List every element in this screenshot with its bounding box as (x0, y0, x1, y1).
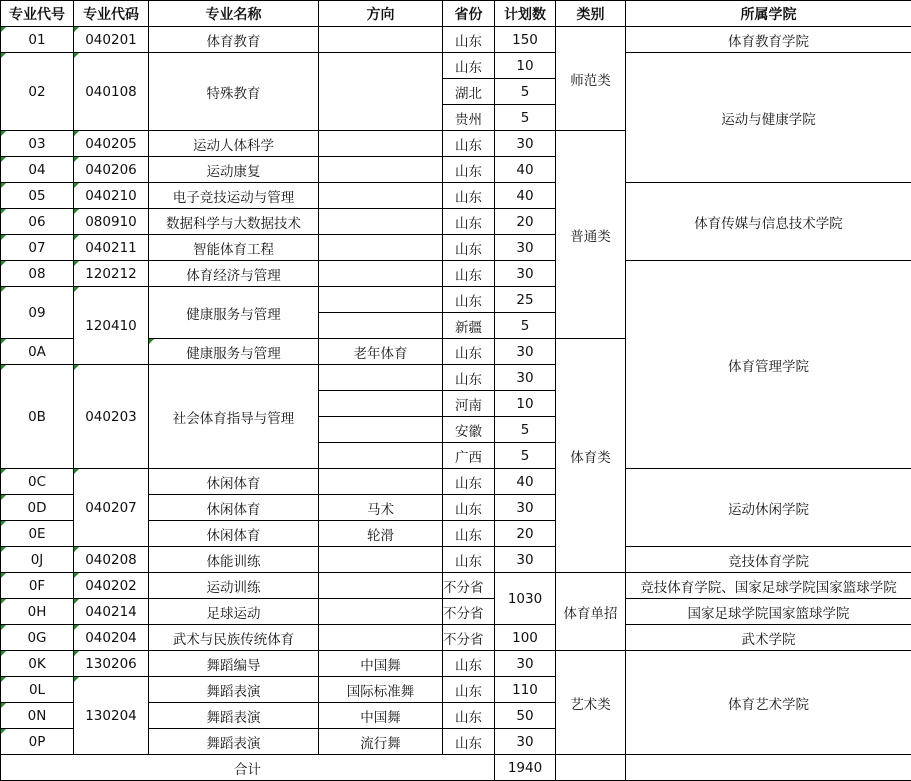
row-name: 智能体育工程 (149, 235, 319, 261)
row-province: 山东 (443, 131, 495, 157)
row-name: 舞蹈编导 (149, 651, 319, 677)
row-direction (319, 365, 443, 391)
category-cell: 师范类 (556, 27, 626, 131)
row-name: 休闲体育 (149, 469, 319, 495)
row-direction (319, 157, 443, 183)
row-id: 0P (1, 729, 74, 755)
row-code: 130204 (74, 677, 149, 755)
row-direction (319, 599, 443, 625)
row-direction (319, 183, 443, 209)
row-count: 10 (495, 53, 556, 79)
row-province: 安徽 (443, 417, 495, 443)
row-name: 运动人体科学 (149, 131, 319, 157)
row-count: 5 (495, 105, 556, 131)
row-id: 01 (1, 27, 74, 53)
row-direction: 中国舞 (319, 651, 443, 677)
row-count: 20 (495, 521, 556, 547)
row-id: 02 (1, 53, 74, 131)
table-row (1, 469, 911, 495)
row-code: 040204 (74, 625, 149, 651)
row-direction (319, 27, 443, 53)
row-count: 25 (495, 287, 556, 313)
row-count: 1030 (495, 573, 556, 625)
row-code: 040208 (74, 547, 149, 573)
row-count: 100 (495, 625, 556, 651)
row-id: 0B (1, 365, 74, 469)
category-cell: 普通类 (556, 131, 626, 339)
row-name: 社会体育指导与管理 (149, 365, 319, 469)
row-direction: 国际标准舞 (319, 677, 443, 703)
row-name: 运动训练 (149, 573, 319, 599)
row-province: 湖北 (443, 79, 495, 105)
row-code: 040108 (74, 53, 149, 131)
row-province: 山东 (443, 677, 495, 703)
row-count: 110 (495, 677, 556, 703)
table-row (1, 261, 911, 287)
row-province: 新疆 (443, 313, 495, 339)
row-count: 5 (495, 443, 556, 469)
header-direction: 方向 (319, 1, 443, 27)
row-id: 08 (1, 261, 74, 287)
row-name: 特殊教育 (149, 53, 319, 131)
row-name: 体育教育 (149, 27, 319, 53)
category-cell: 艺术类 (556, 651, 626, 755)
row-direction (319, 391, 443, 417)
row-direction (319, 53, 443, 131)
row-name: 电子竞技运动与管理 (149, 183, 319, 209)
row-name: 体能训练 (149, 547, 319, 573)
row-province: 山东 (443, 365, 495, 391)
row-code: 040202 (74, 573, 149, 599)
college-cell: 体育管理学院 (626, 261, 911, 469)
row-count: 10 (495, 391, 556, 417)
header-name: 专业名称 (149, 1, 319, 27)
row-province: 山东 (443, 729, 495, 755)
row-code: 040210 (74, 183, 149, 209)
row-code: 040207 (74, 469, 149, 547)
row-direction (319, 261, 443, 287)
row-id: 09 (1, 287, 74, 339)
row-count: 40 (495, 469, 556, 495)
row-id: 0H (1, 599, 74, 625)
row-province: 山东 (443, 651, 495, 677)
row-name: 数据科学与大数据技术 (149, 209, 319, 235)
header-count: 计划数 (495, 1, 556, 27)
row-code: 040214 (74, 599, 149, 625)
row-direction (319, 443, 443, 469)
row-name: 休闲体育 (149, 521, 319, 547)
table-row (1, 547, 911, 573)
row-name: 体育经济与管理 (149, 261, 319, 287)
row-province: 山东 (443, 53, 495, 79)
row-code: 120212 (74, 261, 149, 287)
row-direction (319, 235, 443, 261)
row-code: 040201 (74, 27, 149, 53)
table-row (1, 183, 911, 209)
row-count: 30 (495, 261, 556, 287)
college-cell: 竞技体育学院、国家足球学院国家篮球学院 (626, 573, 911, 599)
row-id: 07 (1, 235, 74, 261)
table-row (1, 599, 911, 625)
row-province: 山东 (443, 209, 495, 235)
row-code: 040206 (74, 157, 149, 183)
college-cell: 体育教育学院 (626, 27, 911, 53)
row-name: 健康服务与管理 (149, 287, 319, 339)
row-count: 30 (495, 495, 556, 521)
row-province: 山东 (443, 521, 495, 547)
row-count: 30 (495, 339, 556, 365)
table-row (1, 573, 911, 599)
row-direction (319, 573, 443, 599)
college-cell: 武术学院 (626, 625, 911, 651)
row-id: 0J (1, 547, 74, 573)
row-direction (319, 547, 443, 573)
row-id: 0D (1, 495, 74, 521)
row-count: 30 (495, 131, 556, 157)
row-name: 武术与民族传统体育 (149, 625, 319, 651)
row-count: 5 (495, 313, 556, 339)
row-id: 0F (1, 573, 74, 599)
category-cell: 体育单招 (556, 573, 626, 651)
row-id: 0N (1, 703, 74, 729)
row-direction (319, 131, 443, 157)
row-count: 30 (495, 547, 556, 573)
row-province: 山东 (443, 261, 495, 287)
row-count: 5 (495, 79, 556, 105)
row-id: 0L (1, 677, 74, 703)
row-name: 运动康复 (149, 157, 319, 183)
row-direction: 马术 (319, 495, 443, 521)
row-id: 0K (1, 651, 74, 677)
row-name: 舞蹈表演 (149, 677, 319, 703)
header-college: 所属学院 (626, 1, 911, 27)
table-row (1, 651, 911, 677)
table-row (1, 53, 911, 79)
row-name: 足球运动 (149, 599, 319, 625)
row-province: 不分省 (443, 573, 495, 599)
row-name: 健康服务与管理 (149, 339, 319, 365)
row-name: 舞蹈表演 (149, 703, 319, 729)
row-direction (319, 209, 443, 235)
row-province: 不分省 (443, 599, 495, 625)
row-province: 贵州 (443, 105, 495, 131)
row-code: 130206 (74, 651, 149, 677)
row-province: 山东 (443, 27, 495, 53)
row-direction (319, 287, 443, 313)
row-id: 06 (1, 209, 74, 235)
row-count: 40 (495, 183, 556, 209)
row-province: 河南 (443, 391, 495, 417)
row-count: 5 (495, 417, 556, 443)
row-direction (319, 625, 443, 651)
college-cell: 竞技体育学院 (626, 547, 911, 573)
college-cell: 体育传媒与信息技术学院 (626, 183, 911, 261)
row-code: 040205 (74, 131, 149, 157)
row-province: 山东 (443, 235, 495, 261)
row-direction: 中国舞 (319, 703, 443, 729)
row-province: 山东 (443, 703, 495, 729)
row-count: 50 (495, 703, 556, 729)
row-id: 0E (1, 521, 74, 547)
row-province: 山东 (443, 495, 495, 521)
row-code: 040203 (74, 365, 149, 469)
row-province: 广西 (443, 443, 495, 469)
row-count: 150 (495, 27, 556, 53)
row-count: 30 (495, 729, 556, 755)
row-province: 山东 (443, 183, 495, 209)
header-province: 省份 (443, 1, 495, 27)
table-row (1, 625, 911, 651)
college-cell: 体育艺术学院 (626, 651, 911, 755)
row-count: 20 (495, 209, 556, 235)
row-province: 山东 (443, 287, 495, 313)
row-count: 40 (495, 157, 556, 183)
row-id: 0G (1, 625, 74, 651)
row-name: 舞蹈表演 (149, 729, 319, 755)
row-direction (319, 313, 443, 339)
row-count: 30 (495, 235, 556, 261)
row-direction: 流行舞 (319, 729, 443, 755)
header-category: 类别 (556, 1, 626, 27)
row-count: 30 (495, 651, 556, 677)
total-count: 1940 (495, 755, 556, 781)
row-direction: 轮滑 (319, 521, 443, 547)
category-cell: 体育类 (556, 339, 626, 573)
row-direction: 老年体育 (319, 339, 443, 365)
row-id: 0C (1, 469, 74, 495)
row-province: 山东 (443, 339, 495, 365)
row-id: 0A (1, 339, 74, 365)
college-cell: 运动与健康学院 (626, 53, 911, 183)
college-cell: 国家足球学院国家篮球学院 (626, 599, 911, 625)
row-province: 山东 (443, 547, 495, 573)
row-code: 080910 (74, 209, 149, 235)
row-code: 120410 (74, 287, 149, 365)
row-name: 休闲体育 (149, 495, 319, 521)
row-province: 山东 (443, 469, 495, 495)
row-province: 不分省 (443, 625, 495, 651)
row-province: 山东 (443, 157, 495, 183)
row-id: 03 (1, 131, 74, 157)
row-count: 30 (495, 365, 556, 391)
header-id: 专业代号 (1, 1, 74, 27)
row-direction (319, 469, 443, 495)
total-label: 合计 (1, 755, 495, 781)
row-id: 05 (1, 183, 74, 209)
header-code: 专业代码 (74, 1, 149, 27)
row-id: 04 (1, 157, 74, 183)
row-code: 040211 (74, 235, 149, 261)
table-row (1, 27, 911, 53)
header-row (1, 1, 911, 27)
college-cell: 运动休闲学院 (626, 469, 911, 547)
row-direction (319, 417, 443, 443)
